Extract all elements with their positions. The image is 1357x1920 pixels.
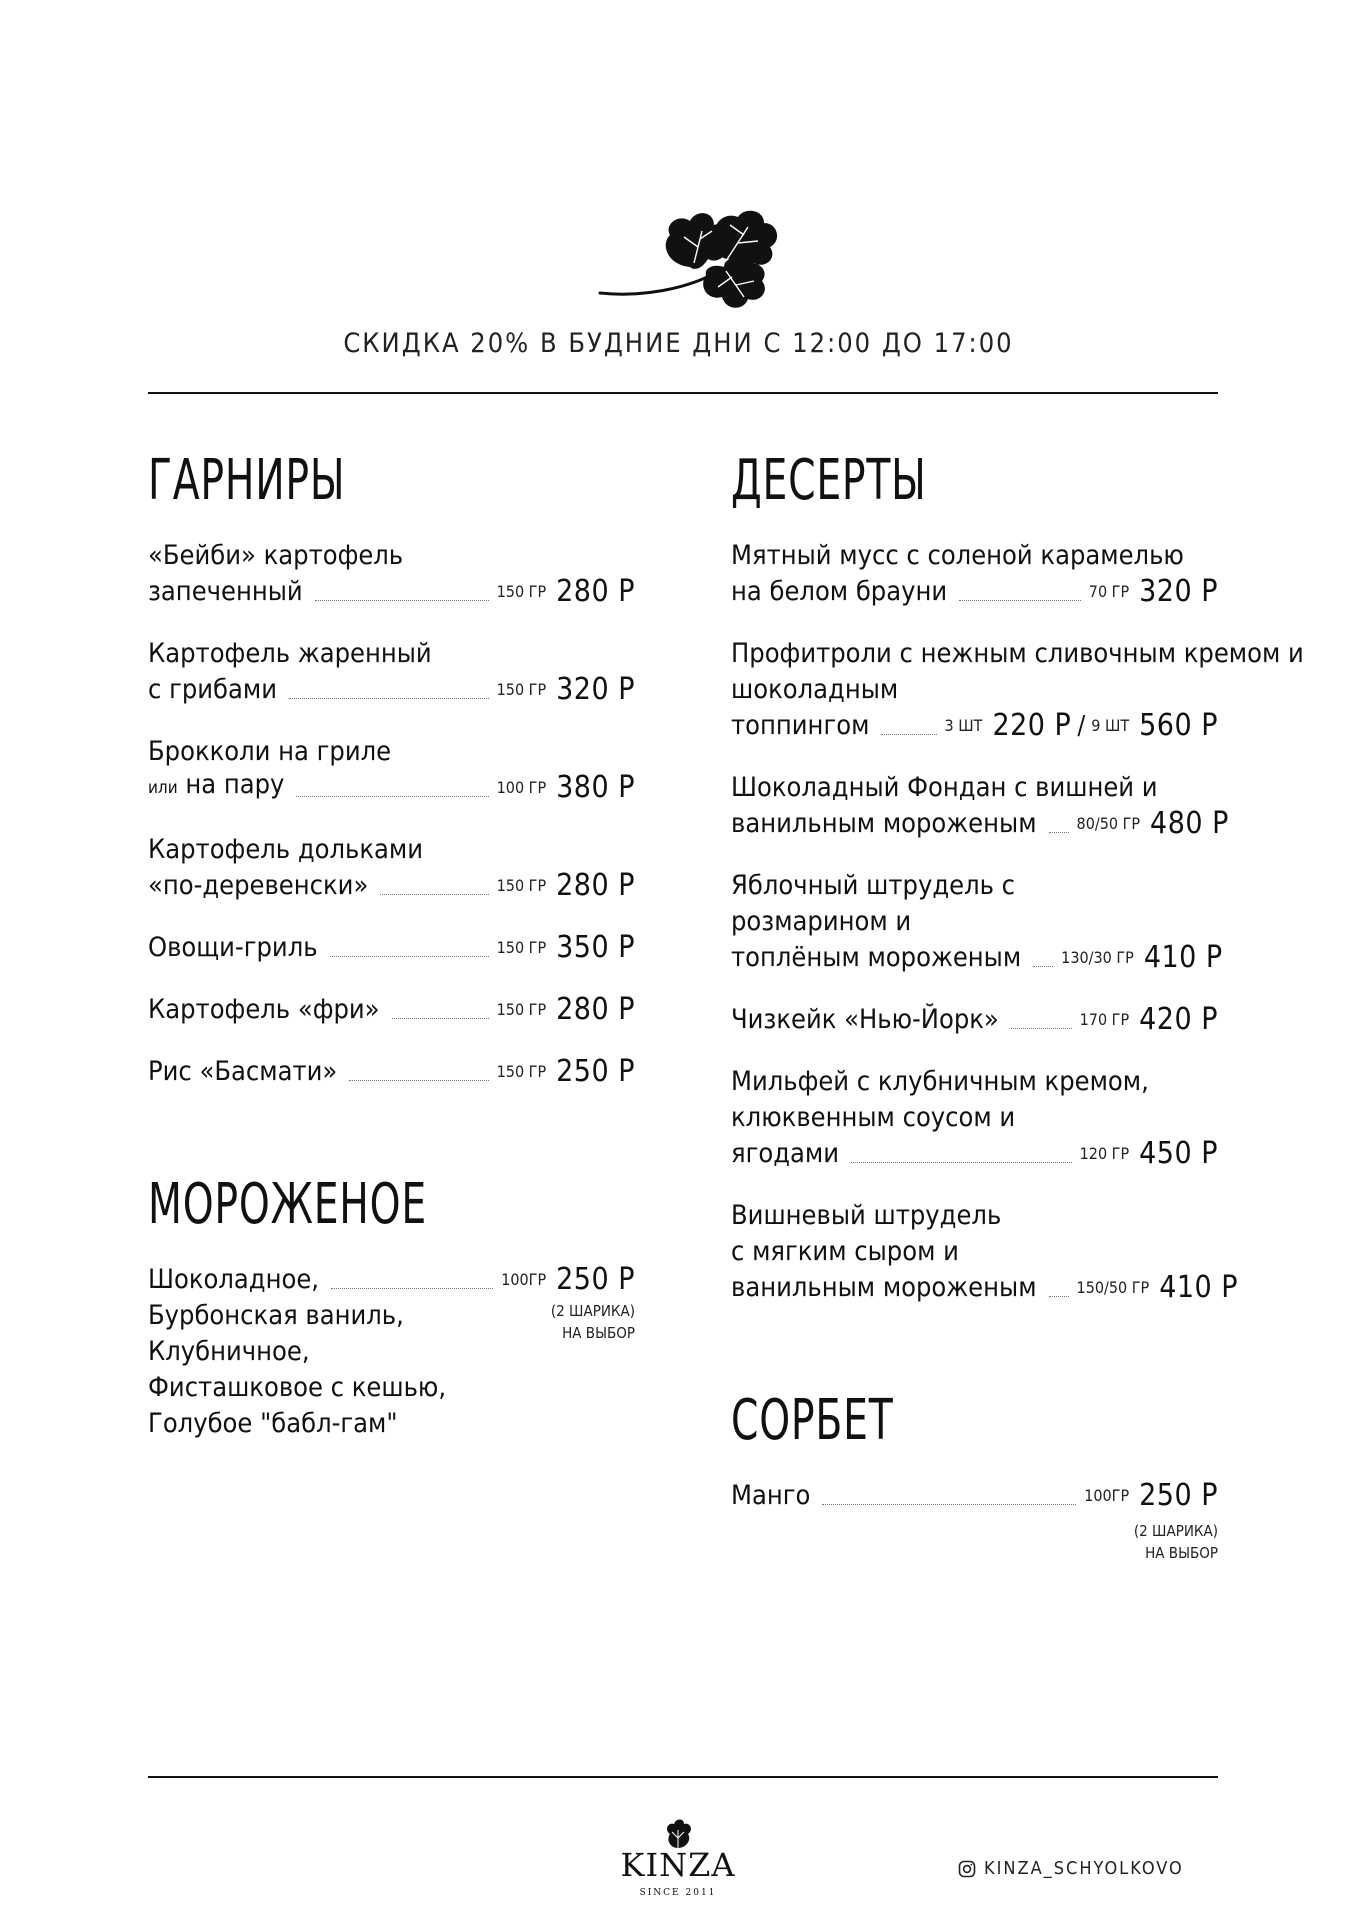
dot-leader [331,1288,493,1289]
flavor-name: Фисташковое с кешью, [148,1372,447,1403]
price-separator: / [1077,711,1086,741]
sorbet-block [731,1478,1218,1564]
item-name: Картофель дольками [148,834,423,865]
icecream-block [148,1262,635,1442]
menu-item [148,538,635,610]
item-price: 560 Р [1139,708,1218,743]
dot-leader [330,956,489,957]
item-name: топпингом [731,710,870,741]
item-name: розмарином и [731,906,912,937]
section-title-garnish: ГАРНИРЫ [148,448,346,513]
item-price: 250 Р [556,1054,635,1089]
dot-leader [851,1162,1072,1163]
item-weight: 170 ГР [1079,1010,1130,1029]
item-weight: 150/50 ГР [1076,1278,1150,1297]
menu-item [731,770,1229,842]
instagram-handle[interactable] [958,1858,1184,1879]
portion-note: (2 ШАРИКА) НА ВЫБОР [550,1302,635,1342]
item-name: ягодами [731,1138,840,1169]
item-weight: 150 ГР [496,582,547,601]
garnish-list [148,538,635,1090]
item-name: Шоколадный Фондан с вишней и [731,772,1158,803]
bottom-divider [148,1776,1218,1778]
item-name: на белом брауни [731,576,948,607]
item-price: 410 Р [1159,1270,1239,1305]
kinza-since: SINCE 2011 [639,1888,717,1898]
item-price: 280 Р [556,574,635,609]
menu-item [731,1478,1218,1564]
item-price: 410 Р [1143,940,1223,975]
item-name: «по-деревенски» [148,870,369,901]
item-weight: 9 ШТ [1091,716,1130,735]
item-name: клюквенным соусом и [731,1102,1016,1133]
item-price: 380 Р [556,770,635,805]
flavor-name: Шоколадное, [148,1264,319,1295]
promo-banner: СКИДКА 20% В БУДНИЕ ДНИ С 12:00 ДО 17:00 [343,328,1014,359]
dot-leader [380,894,488,895]
item-name-prefix: или [148,778,178,798]
dot-leader [392,1018,489,1019]
item-name: Картофель «фри» [148,994,380,1025]
dot-leader [315,600,489,601]
item-weight: 150 ГР [496,938,547,957]
desserts-list [731,538,1304,1306]
flavor-name: Бурбонская ваниль, [148,1300,404,1331]
item-weight: 70 ГР [1088,582,1130,601]
item-name: запеченный [148,576,303,607]
item-weight: 80/50 ГР [1076,814,1141,833]
item-name: с мягким сыром и [731,1236,959,1267]
item-price: 280 Р [556,992,635,1027]
item-weight: 3 ШТ [944,716,983,735]
dot-leader [296,796,488,797]
menu-item [148,1054,635,1090]
item-weight: 100ГР [1084,1486,1130,1505]
dot-leader [1033,966,1053,967]
menu-item [731,1198,1239,1306]
menu-item [148,992,635,1028]
dot-leader [1049,832,1069,833]
item-name: Чизкейк «Нью-Йорк» [731,1004,999,1035]
item-weight: 120 ГР [1079,1144,1130,1163]
item-weight: 130/30 ГР [1061,948,1134,967]
cilantro-leaf-icon [598,205,798,320]
section-title-icecream: МОРОЖЕНОЕ [148,1172,427,1237]
item-price: 320 Р [556,672,635,707]
item-weight: 100ГР [501,1270,547,1289]
item-weight: 150 ГР [496,1000,547,1019]
item-price: 320 Р [1139,574,1218,609]
top-divider [148,392,1218,394]
menu-item [731,636,1304,744]
item-name: Манго [731,1480,811,1511]
item-price: 280 Р [556,868,635,903]
item-name: Вишневый штрудель [731,1200,1002,1231]
menu-item [148,1262,635,1442]
menu-item [148,636,635,708]
item-name: Картофель жаренный [148,638,432,669]
menu-item [731,1064,1218,1172]
item-name: шоколадным [731,674,899,705]
item-name: ванильным мороженым [731,808,1037,839]
item-name: Яблочный штрудель с [731,870,1015,901]
item-name: «Бейби» картофель [148,540,404,571]
flavor-name: Клубничное, [148,1336,310,1367]
section-title-desserts: ДЕСЕРТЫ [731,448,927,513]
dot-leader [349,1080,488,1081]
item-price: 420 Р [1139,1002,1218,1037]
kinza-logo: KINZA [620,1846,736,1884]
menu-item [148,832,635,904]
menu-item [148,734,635,806]
instagram-handle-text: KINZA_SCHYOLKOVO [984,1858,1184,1879]
menu-item [731,1002,1218,1038]
flavor-name: Голубое "бабл-гам" [148,1408,398,1439]
left-column [148,448,635,1442]
item-price: 350 Р [556,930,635,965]
item-name: Мятный мусс с соленой карамелью [731,540,1184,571]
right-column [731,448,1304,1564]
item-name: ванильным мороженым [731,1272,1037,1303]
menu-item [731,868,1223,976]
item-name: с грибами [148,674,278,705]
dot-leader [289,698,489,699]
item-weight: 150 ГР [496,680,547,699]
item-price: 480 Р [1150,806,1229,841]
menu-item [731,538,1218,610]
item-name: топлёным мороженым [731,942,1022,973]
item-price: 250 Р [1139,1478,1218,1513]
item-weight: 150 ГР [496,876,547,895]
dot-leader [959,600,1081,601]
item-name: Овощи-гриль [148,932,318,963]
item-name: Рис «Басмати» [148,1056,338,1087]
item-name: на пару [185,769,285,800]
instagram-icon [958,1860,976,1878]
item-price: 250 Р [556,1262,635,1297]
section-title-sorbet: СОРБЕТ [731,1388,894,1453]
item-weight: 100 ГР [496,778,547,797]
dot-leader [881,734,936,735]
menu-item [148,930,635,966]
dot-leader [1011,1028,1072,1029]
dot-leader [1049,1296,1069,1297]
item-price: 450 Р [1139,1136,1218,1171]
item-name: Профитроли с нежным сливочным кремом и [731,638,1304,669]
item-price: 220 Р [992,708,1072,743]
item-name: Мильфей с клубничным кремом, [731,1066,1149,1097]
dot-leader [822,1504,1076,1505]
item-name: Брокколи на гриле [148,736,392,767]
item-weight: 150 ГР [496,1062,547,1081]
portion-note: (2 ШАРИКА) НА ВЫБОР [1133,1522,1218,1562]
